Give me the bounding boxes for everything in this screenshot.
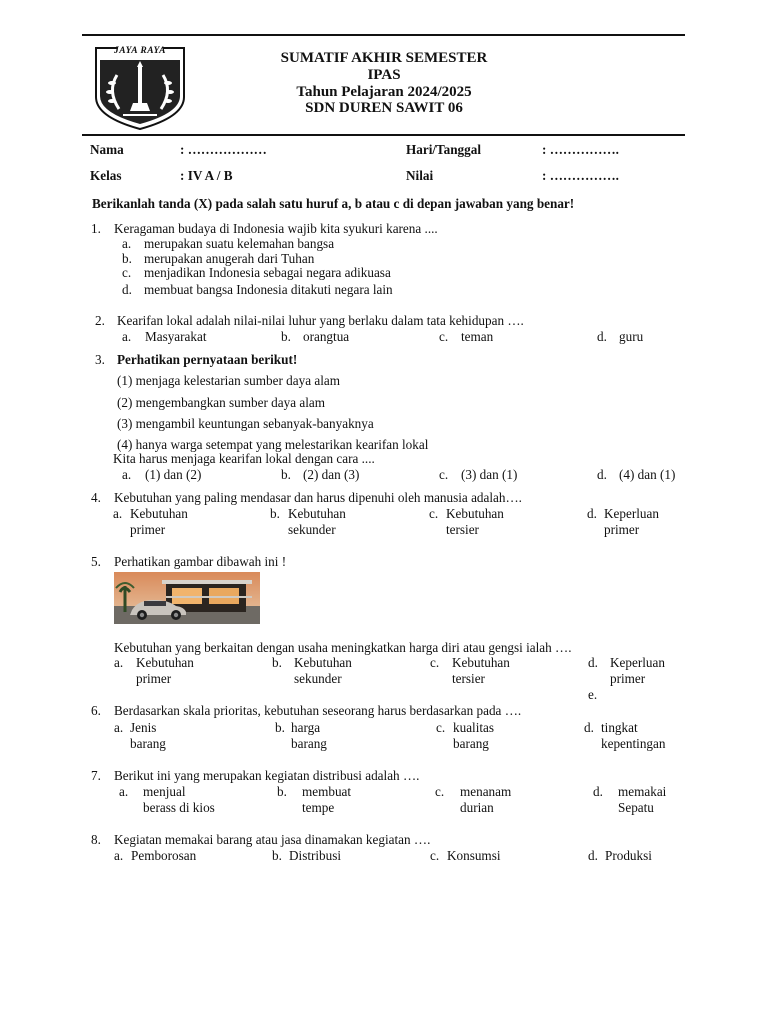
- q3-statement-2: (2) mengembangkan sumber daya alam: [117, 395, 325, 410]
- q3-statement-1: (1) menjaga kelestarian sumber daya alam: [117, 373, 340, 388]
- q3-option-d[interactable]: (4) dan (1): [619, 467, 676, 482]
- q7-option-a-line1[interactable]: menjual: [143, 784, 186, 799]
- q3-number: 3.: [95, 352, 105, 367]
- logo-text: JAYA RAYA: [114, 46, 166, 56]
- exam-title: SUMATIF AKHIR SEMESTER: [280, 50, 488, 66]
- q2-option-a-letter[interactable]: a.: [122, 329, 132, 344]
- q2-option-d-letter[interactable]: d.: [597, 329, 607, 344]
- school-name: SDN DUREN SAWIT 06: [305, 100, 463, 116]
- q4-option-d-line1[interactable]: Keperluan: [604, 506, 659, 521]
- q4-option-b-line1[interactable]: Kebutuhan: [288, 506, 346, 521]
- q1-option-c-letter[interactable]: c.: [122, 265, 132, 280]
- q4-option-d-letter[interactable]: d.: [587, 506, 597, 521]
- q5-option-d-line1[interactable]: Keperluan: [610, 655, 665, 670]
- q1-option-a-letter[interactable]: a.: [122, 236, 132, 251]
- q5-option-b-line2[interactable]: sekunder: [294, 671, 342, 686]
- q8-option-d-letter[interactable]: d.: [588, 848, 598, 863]
- q6-option-b-line1[interactable]: harga: [291, 720, 321, 735]
- q4-number: 4.: [91, 490, 101, 505]
- q3-option-b[interactable]: (2) dan (3): [303, 467, 360, 482]
- nilai-field[interactable]: : …………….: [542, 168, 619, 183]
- q2-option-b-letter[interactable]: b.: [281, 329, 291, 344]
- q7-option-b-letter[interactable]: b.: [277, 784, 287, 799]
- kelas-field[interactable]: : IV A / B: [180, 168, 233, 183]
- q5-option-e-letter[interactable]: e.: [588, 687, 598, 702]
- q8-option-b[interactable]: Distribusi: [289, 848, 342, 863]
- q6-number: 6.: [91, 703, 101, 718]
- q2-number: 2.: [95, 313, 105, 328]
- q5-number: 5.: [91, 554, 101, 569]
- q1-number: 1.: [91, 221, 101, 236]
- q7-number: 7.: [91, 768, 101, 783]
- q6-option-c-letter[interactable]: c.: [436, 720, 446, 735]
- q7-option-c-line2[interactable]: durian: [460, 800, 494, 815]
- q4-option-b-letter[interactable]: b.: [270, 506, 280, 521]
- nama-label: Nama: [90, 142, 124, 157]
- q6-option-b-line2[interactable]: barang: [291, 736, 327, 751]
- q4-option-a-letter[interactable]: a.: [113, 506, 123, 521]
- q7-option-d-line2[interactable]: Sepatu: [618, 800, 654, 815]
- q7-option-b-line2[interactable]: tempe: [302, 800, 335, 815]
- q2-text: Kearifan lokal adalah nilai-nilai luhur yang berlaku dalam tata kehidupan ….: [117, 313, 524, 328]
- q8-option-d[interactable]: Produksi: [605, 848, 652, 863]
- subject-title: IPAS: [367, 67, 401, 83]
- q5-option-a-line1[interactable]: Kebutuhan: [136, 655, 194, 670]
- header-bottom-rule: [82, 134, 685, 136]
- q6-option-d-line2[interactable]: kepentingan: [601, 736, 666, 751]
- q5-option-c-line1[interactable]: Kebutuhan: [452, 655, 510, 670]
- q3-option-d-letter[interactable]: d.: [597, 467, 607, 482]
- q5-option-b-line1[interactable]: Kebutuhan: [294, 655, 352, 670]
- q3-option-a-letter[interactable]: a.: [122, 467, 132, 482]
- q2-option-c[interactable]: teman: [461, 329, 494, 344]
- q1-text: Keragaman budaya di Indonesia wajib kita syukuri karena ....: [114, 221, 438, 236]
- q8-option-c[interactable]: Konsumsi: [447, 848, 501, 863]
- school-logo: [93, 45, 187, 131]
- q3-option-a[interactable]: (1) dan (2): [145, 467, 202, 482]
- q6-text: Berdasarkan skala prioritas, kebutuhan seseorang harus berdasarkan pada ….: [114, 703, 522, 718]
- q5-option-a-line2[interactable]: primer: [136, 671, 172, 686]
- q4-text: Kebutuhan yang paling mendasar dan harus dipenuhi oleh manusia adalah….: [114, 490, 522, 505]
- q5-option-d-letter[interactable]: d.: [588, 655, 598, 670]
- q7-option-a-line2[interactable]: berass di kios: [143, 800, 215, 815]
- q2-option-c-letter[interactable]: c.: [439, 329, 449, 344]
- q6-option-a-line2[interactable]: barang: [130, 736, 166, 751]
- q1-option-a[interactable]: merupakan suatu kelemahan bangsa: [144, 236, 335, 251]
- q5-option-a-letter[interactable]: a.: [114, 655, 124, 670]
- hari-tanggal-field[interactable]: : …………….: [542, 142, 619, 157]
- q4-option-c-line2[interactable]: tersier: [446, 522, 479, 537]
- q3-option-b-letter[interactable]: b.: [281, 467, 291, 482]
- nama-field[interactable]: : ………………: [180, 142, 267, 157]
- q3-option-c-letter[interactable]: c.: [439, 467, 449, 482]
- q4-option-a-line1[interactable]: Kebutuhan: [130, 506, 188, 521]
- q3-option-c[interactable]: (3) dan (1): [461, 467, 518, 482]
- q5-option-c-letter[interactable]: c.: [430, 655, 440, 670]
- q4-option-a-line2[interactable]: primer: [130, 522, 166, 537]
- q4-option-b-line2[interactable]: sekunder: [288, 522, 336, 537]
- q5-prompt: Kebutuhan yang berkaitan dengan usaha meningkatkan harga diri atau gengsi ialah ….: [114, 640, 572, 655]
- q1-option-b[interactable]: merupakan anugerah dari Tuhan: [144, 251, 315, 266]
- instruction: Berikanlah tanda (X) pada salah satu huruf a, b atau c di depan jawaban yang benar!: [92, 196, 575, 211]
- q2-option-d[interactable]: guru: [619, 329, 644, 344]
- q6-option-d-letter[interactable]: d.: [584, 720, 594, 735]
- top-rule: [82, 34, 685, 36]
- q7-option-c-line1[interactable]: menanam: [460, 784, 512, 799]
- q6-option-c-line2[interactable]: barang: [453, 736, 489, 751]
- luxury-house-car-photo: [114, 572, 260, 624]
- q7-option-d-letter[interactable]: d.: [593, 784, 603, 799]
- q4-option-c-letter[interactable]: c.: [429, 506, 439, 521]
- kelas-label: Kelas: [90, 168, 122, 183]
- q8-option-b-letter[interactable]: b.: [272, 848, 282, 863]
- q5-option-b-letter[interactable]: b.: [272, 655, 282, 670]
- q3-statement-3: (3) mengambil keuntungan sebanyak-banyaknya: [117, 416, 374, 431]
- nilai-label: Nilai: [406, 168, 434, 183]
- q3-prompt: Kita harus menjaga kearifan lokal dengan cara ....: [113, 451, 375, 466]
- q4-option-d-line2[interactable]: primer: [604, 522, 640, 537]
- q8-option-a[interactable]: Pemborosan: [131, 848, 197, 863]
- school-year: Tahun Pelajaran 2024/2025: [296, 84, 472, 100]
- q2-option-b[interactable]: orangtua: [303, 329, 350, 344]
- q1-option-d[interactable]: membuat bangsa Indonesia ditakuti negara lain: [144, 282, 393, 297]
- q3-statement-4: (4) hanya warga setempat yang melestarikan kearifan lokal: [117, 437, 429, 452]
- q5-option-d-line2[interactable]: primer: [610, 671, 646, 686]
- q7-option-c-letter[interactable]: c.: [435, 784, 445, 799]
- q5-option-c-line2[interactable]: tersier: [452, 671, 485, 686]
- q7-option-a-letter[interactable]: a.: [119, 784, 129, 799]
- q8-option-a-letter[interactable]: a.: [114, 848, 124, 863]
- q6-option-a-letter[interactable]: a.: [114, 720, 124, 735]
- q6-option-c-line1[interactable]: kualitas: [453, 720, 495, 735]
- q6-option-a-line1[interactable]: Jenis: [130, 720, 157, 735]
- hari-tanggal-label: Hari/Tanggal: [406, 142, 481, 157]
- q5-text: Perhatikan gambar dibawah ini !: [114, 554, 287, 569]
- q1-option-c[interactable]: menjadikan Indonesia sebagai negara adikuasa: [144, 265, 391, 280]
- q7-text: Berikut ini yang merupakan kegiatan distribusi adalah ….: [114, 768, 420, 783]
- q7-option-b-line1[interactable]: membuat: [302, 784, 352, 799]
- q4-option-c-line1[interactable]: Kebutuhan: [446, 506, 504, 521]
- q8-number: 8.: [91, 832, 101, 847]
- q8-text: Kegiatan memakai barang atau jasa dinamakan kegiatan ….: [114, 832, 431, 847]
- q2-option-a[interactable]: Masyarakat: [145, 329, 207, 344]
- q7-option-d-line1[interactable]: memakai: [618, 784, 667, 799]
- q1-option-b-letter[interactable]: b.: [122, 251, 132, 266]
- q6-option-d-line1[interactable]: tingkat: [601, 720, 638, 735]
- q3-text: Perhatikan pernyataan berikut!: [117, 352, 298, 367]
- q6-option-b-letter[interactable]: b.: [275, 720, 285, 735]
- q1-option-d-letter[interactable]: d.: [122, 282, 132, 297]
- q8-option-c-letter[interactable]: c.: [430, 848, 440, 863]
